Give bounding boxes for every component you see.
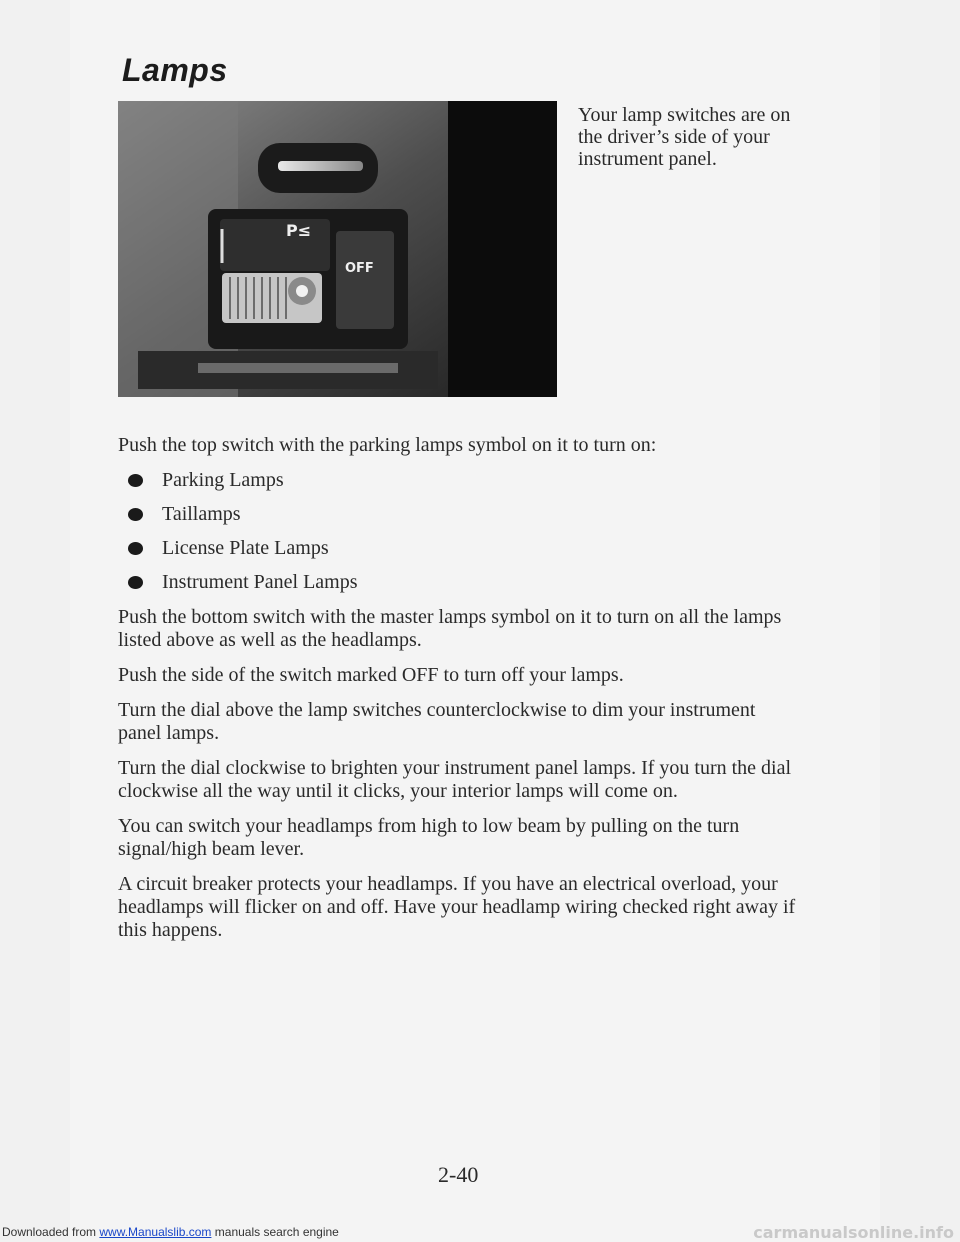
download-footer	[0, 1222, 960, 1242]
bullet-icon	[128, 576, 143, 589]
watermark: carmanualsonline.info	[753, 1223, 954, 1242]
bullet-icon	[128, 474, 143, 487]
paragraph: A circuit breaker protects your headlamps. If you have an electrical overload, your headlamps will flicker on and off. Have your headlamp wiring checked right away if this happens.	[118, 873, 796, 941]
lamp-list	[118, 469, 798, 594]
paragraph: Turn the dial clockwise to brighten your instrument panel lamps. If you turn the dial clockwise all the way until it clicks, your interior lamps will come on.	[118, 757, 792, 802]
paragraph: You can switch your headlamps from high to low beam by pulling on the turn signal/high beam lever.	[118, 815, 740, 860]
off-label: OFF	[345, 261, 374, 276]
list-item: Instrument Panel Lamps	[128, 571, 798, 594]
manualslib-link[interactable]: www.Manualslib.com	[99, 1225, 212, 1239]
page-title: Lamps	[122, 52, 228, 88]
intro-paragraph: Push the top switch with the parking lamps symbol on it to turn on:	[118, 434, 657, 456]
paragraph: Turn the dial above the lamp switches counterclockwise to dim your instrument panel lamps.	[118, 699, 756, 744]
footer-source: Downloaded from www.Manualslib.com manuals search engine	[2, 1225, 339, 1239]
paragraph: Push the bottom switch with the master lamps symbol on it to turn on all the lamps listed above as well as the headlamps.	[118, 606, 782, 651]
list-item: Taillamps	[128, 503, 798, 526]
photo-caption: Your lamp switches are on the driver’s side of your instrument panel.	[578, 104, 791, 170]
list-item: License Plate Lamps	[128, 537, 798, 560]
list-item: Parking Lamps	[128, 469, 798, 492]
lamp-switch-photo	[118, 101, 557, 397]
parking-lamps-symbol-label: P≤	[286, 221, 312, 240]
paragraph: Push the side of the switch marked OFF to turn off your lamps.	[118, 664, 624, 686]
page-number: 2-40	[438, 1162, 479, 1187]
bullet-icon	[128, 542, 143, 555]
body-text	[118, 434, 798, 954]
bullet-icon	[128, 508, 143, 521]
